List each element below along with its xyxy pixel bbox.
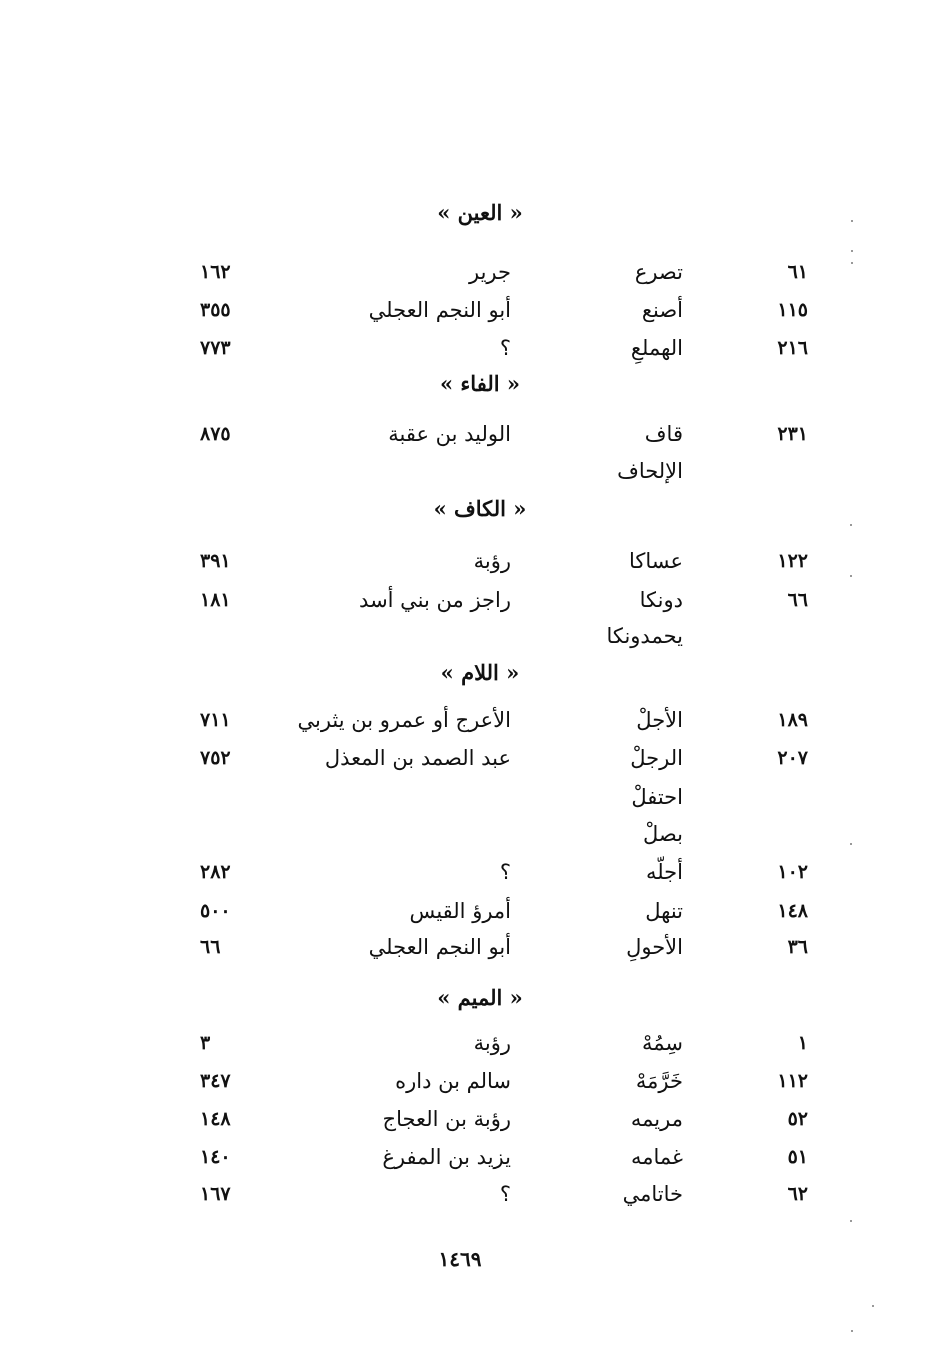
rhyme-word: أصنع <box>641 298 683 322</box>
page-reference: ٦٦ <box>200 936 221 958</box>
page-reference: ٥٠٠ <box>200 900 231 922</box>
rhyme-word: عساكا <box>628 549 683 573</box>
page-reference: ٧٧٣ <box>200 337 231 359</box>
poet-name: راجز من بني أسد <box>359 588 511 612</box>
verse-number: ٢٠٧ <box>777 747 808 769</box>
page-reference: ٢٨٢ <box>200 861 231 883</box>
poet-name <box>241 618 511 654</box>
verse-number: ١٨٩ <box>777 709 808 731</box>
rhyme-word: أجلّه <box>645 860 683 884</box>
rhyme-word: دونكا <box>639 588 683 612</box>
poet-name <box>241 779 511 815</box>
section-heading-lam: « اللام » <box>440 660 520 685</box>
scan-speck <box>850 1220 852 1222</box>
verse-number: ٢٣١ <box>777 423 808 445</box>
verse-number <box>738 618 808 654</box>
poet-name: رؤبة <box>473 1031 511 1055</box>
index-row <box>0 1139 926 1175</box>
verse-number: ١٢٢ <box>777 550 808 572</box>
poet-name <box>241 453 511 489</box>
scan-speck <box>850 843 852 845</box>
page-reference: ١٤٨ <box>200 1108 231 1130</box>
index-row <box>0 254 926 290</box>
verse-number: ١ <box>797 1032 808 1054</box>
index-row <box>0 1063 926 1099</box>
page-reference: ٧٥٢ <box>200 747 231 769</box>
scan-speck <box>851 1330 853 1332</box>
rhyme-word: قاف <box>644 422 683 446</box>
rhyme-word: تصرع <box>634 260 683 284</box>
page-number: ١٤٦٩ <box>438 1247 482 1271</box>
poet-name: أبو النجم العجلي <box>368 935 511 959</box>
poet-name: أبو النجم العجلي <box>368 298 511 322</box>
rhyme-word: بصلْ <box>643 822 683 846</box>
verse-number <box>738 453 808 489</box>
rhyme-word: الرجلْ <box>630 746 683 770</box>
rhyme-word: الأجلْ <box>636 708 683 732</box>
page-reference <box>200 816 270 852</box>
rhyme-word: خَرَّمَهْ <box>635 1069 683 1093</box>
page-reference <box>200 453 270 489</box>
page-reference: ٣٥٥ <box>200 299 231 321</box>
section-heading-fa: « الفاء » <box>439 371 520 396</box>
index-row <box>0 453 926 489</box>
verse-number: ١١٢ <box>777 1070 808 1092</box>
page-reference: ١٤٠ <box>200 1146 231 1168</box>
poet-name: رؤبة <box>473 549 511 573</box>
rhyme-word: يحمدونكا <box>606 624 683 648</box>
page-reference: ٧١١ <box>200 709 231 731</box>
scan-speck <box>850 575 852 577</box>
section-heading-mim: « الميم » <box>437 985 523 1010</box>
page-reference: ٣٤٧ <box>200 1070 231 1092</box>
index-row <box>0 893 926 929</box>
rhyme-word: غمامه <box>630 1145 683 1169</box>
index-row <box>0 292 926 328</box>
index-row <box>0 929 926 965</box>
page-reference: ٣ <box>200 1032 211 1054</box>
verse-number: ١٤٨ <box>777 900 808 922</box>
rhyme-word: تنهل <box>645 899 683 923</box>
verse-number: ٣٦ <box>787 936 808 958</box>
rhyme-word: سِمُهْ <box>642 1031 683 1055</box>
poet-name: يزيد بن المفرغ <box>382 1145 511 1169</box>
scan-speck <box>851 250 853 252</box>
rhyme-word: خاتامي <box>622 1182 683 1206</box>
poet-name: الوليد بن عقبة <box>388 422 511 446</box>
rhyme-word: مريمه <box>630 1107 683 1131</box>
page-reference: ١٨١ <box>200 589 231 611</box>
poet-name: سالم بن داره <box>395 1069 511 1093</box>
poet-name: رؤبة بن العجاج <box>382 1107 511 1131</box>
poet-name: عبد الصمد بن المعذل <box>324 746 511 770</box>
scan-speck <box>851 262 853 264</box>
poet-name <box>241 816 511 852</box>
section-heading-kaf: « الكاف » <box>433 496 527 521</box>
verse-number: ٥٢ <box>787 1108 808 1130</box>
rhyme-word: الهملعِ <box>630 336 683 360</box>
index-row <box>0 1176 926 1212</box>
index-row <box>0 618 926 654</box>
page-reference: ١٦٢ <box>200 261 231 283</box>
index-row <box>0 702 926 738</box>
section-heading-ayn: « العين » <box>437 200 523 225</box>
verse-number: ٦٢ <box>787 1183 808 1205</box>
verse-number: ١٠٢ <box>777 861 808 883</box>
verse-number: ٢١٦ <box>777 337 808 359</box>
index-row <box>0 1025 926 1061</box>
page-reference <box>200 618 270 654</box>
page-reference <box>200 779 270 815</box>
rhyme-word: احتفلْ <box>631 785 683 809</box>
poet-name: ؟ <box>499 860 511 884</box>
scan-speck <box>872 1305 874 1307</box>
index-row <box>0 416 926 452</box>
rhyme-word: الإلحاف <box>617 459 683 483</box>
verse-number: ٦١ <box>787 261 808 283</box>
index-row <box>0 740 926 776</box>
verse-number <box>738 779 808 815</box>
poet-name: ؟ <box>499 1182 511 1206</box>
page-reference: ١٦٧ <box>200 1183 231 1205</box>
poet-name: جرير <box>469 260 511 284</box>
verse-number: ١١٥ <box>777 299 808 321</box>
poet-name: أمرؤ القيس <box>409 899 511 923</box>
index-row <box>0 330 926 366</box>
verse-number <box>738 816 808 852</box>
scan-speck <box>850 524 852 526</box>
poet-name: ؟ <box>499 336 511 360</box>
verse-number: ٦٦ <box>787 589 808 611</box>
poet-name: الأعرج أو عمرو بن يثربي <box>297 708 511 732</box>
index-row <box>0 779 926 815</box>
index-row <box>0 854 926 890</box>
verse-number: ٥١ <box>787 1146 808 1168</box>
index-row <box>0 543 926 579</box>
page-reference: ٣٩١ <box>200 550 231 572</box>
scan-speck <box>851 220 853 222</box>
page-reference: ٨٧٥ <box>200 423 231 445</box>
index-row <box>0 582 926 618</box>
index-row <box>0 816 926 852</box>
rhyme-word: الأحولِ <box>626 935 683 959</box>
index-row <box>0 1101 926 1137</box>
